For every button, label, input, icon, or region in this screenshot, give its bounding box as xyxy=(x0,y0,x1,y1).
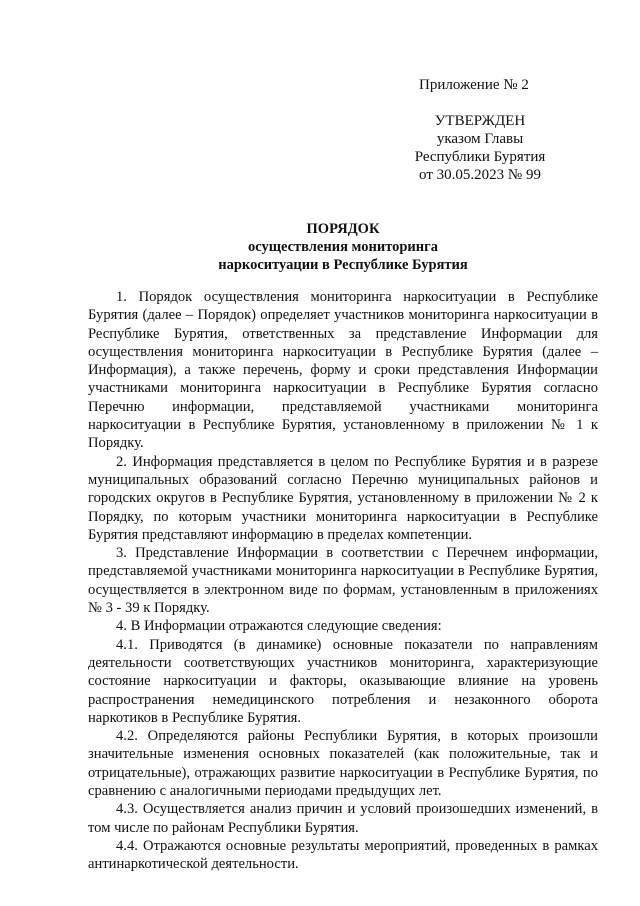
paragraph-4-2: 4.2. Определяются районы Республики Бурятия, в которых произошли значительные изменения основных показателей (как положительные, так и отрицательные), отражающих развитие наркоситуации в Республике Бурятия, по сравнению с аналогичными периодами предыдущих лет. xyxy=(88,728,598,800)
title-line-3: наркоситуации в Республике Бурятия xyxy=(218,257,468,273)
approved-label: УТВЕРЖДЕН xyxy=(434,113,526,129)
document-body xyxy=(88,288,598,874)
paragraph-3: 3. Представление Информации в соответствии с Перечнем информации, представляемой участниками мониторинга наркоситуации в Республике Бурятия, осуществляется в электронном виде по формам, установленным в приложениях № 3 - 39 к Порядку. xyxy=(88,545,598,617)
paragraph-4-3: 4.3. Осуществляется анализ причин и условий произошедших изменений, в том числе по районам Республики Бурятия. xyxy=(88,801,598,836)
approval-stamp xyxy=(405,76,555,184)
decree-line-1: указом Главы xyxy=(436,131,524,147)
decree-line-2: Республики Бурятия xyxy=(414,149,546,165)
decree-date: от 30.05.2023 № 99 xyxy=(419,167,541,183)
paragraph-4-4: 4.4. Отражаются основные результаты мероприятий, проведенных в рамках антинаркотической деятельности. xyxy=(88,837,598,873)
paragraph-1: 1. Порядок осуществления мониторинга наркоситуации в Республике Бурятия (далее – Порядок) определяет участников мониторинга наркоситуации в Республике Бурятия, ответственных за представление Информации для осуществления мониторинга наркоситуации в Республике Бурятия (далее – Информация), а также перечень, форму и сроки представления Информации участниками мониторинга наркоситуации в Республике Бурятия согласно Перечню информации, представляемой участниками мониторинга наркоситуации в Республике Бурятия, установленному в приложении № 1 к Порядку. xyxy=(88,289,598,452)
paragraph-2: 2. Информация представляется в целом по Республике Бурятия и в разрезе муниципальных образований согласно Перечню муниципальных районов и городских округов в Республике Бурятия, установленному в приложении № 2 к Порядку, по которым участники мониторинга наркоситуации в Республике Бурятия представляют информацию в пределах компетенции. xyxy=(88,453,598,543)
title-line-1: ПОРЯДОК xyxy=(306,221,380,237)
appendix-number: Приложение № 2 xyxy=(419,77,529,93)
paragraph-4-1: 4.1. Приводятся (в динамике) основные показатели по направлениям деятельности соответствующих участников мониторинга, характеризующие состояние наркоситуации и факторы, оказывающие влияние на уровень распространения немедицинского потребления и незаконного оборота наркотиков в Республике Бурятия. xyxy=(88,636,598,726)
title-line-2: осуществления мониторинга xyxy=(248,239,438,255)
paragraph-4: 4. В Информации отражаются следующие сведения: xyxy=(116,618,442,635)
document-title xyxy=(88,220,598,274)
